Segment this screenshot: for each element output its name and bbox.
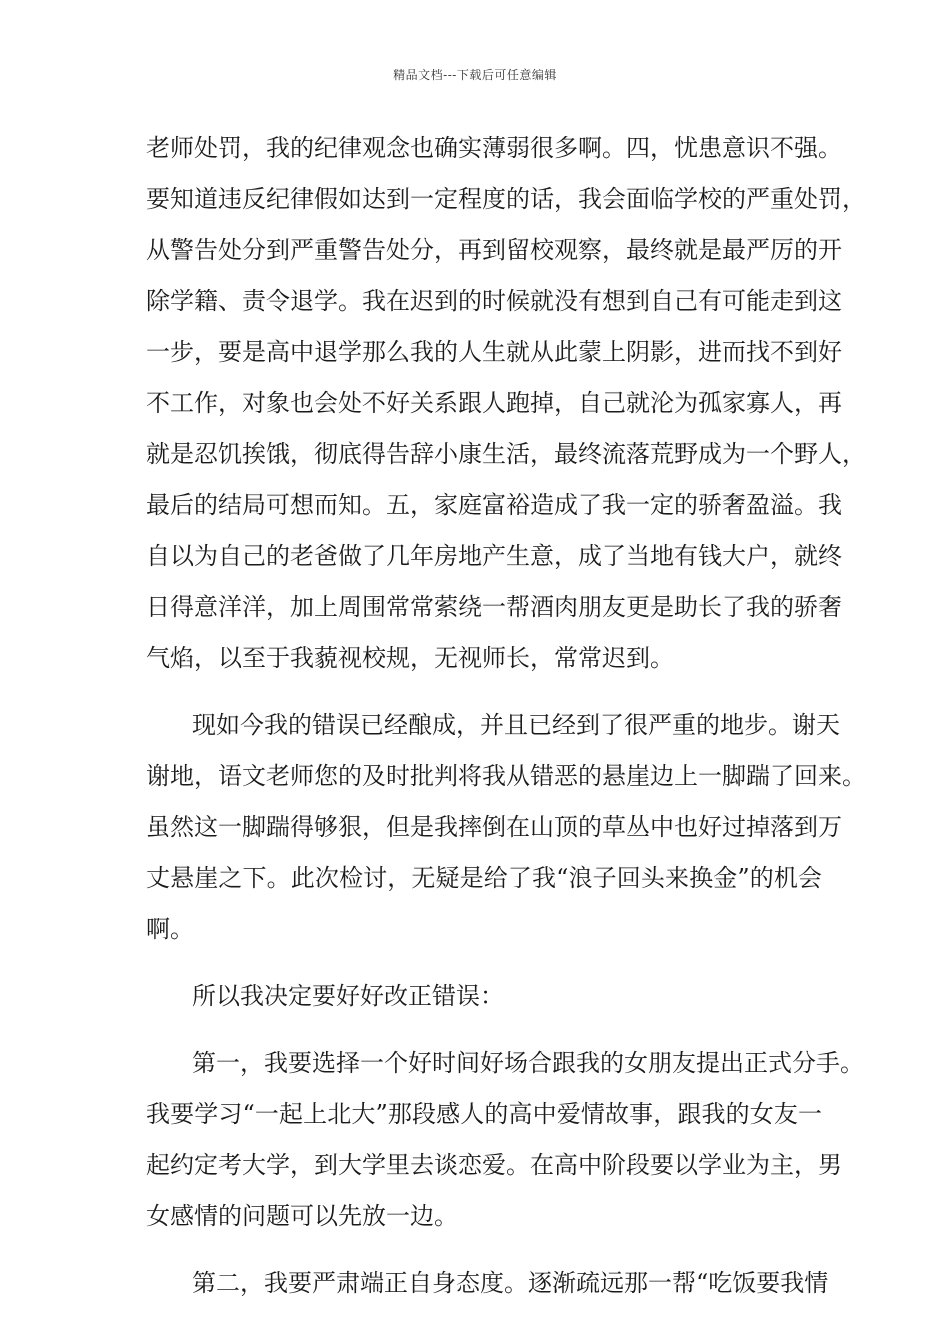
text-line: 女感情的问题可以先放一边。 [146, 1202, 458, 1230]
text-line: 啊。 [146, 915, 194, 943]
text-line: 现如今我的错误已经酿成，并且已经到了很严重的地步。谢天 [192, 711, 840, 739]
text-line: 老师处罚，我的纪律观念也确实薄弱很多啊。四，忧患意识不强。 [146, 134, 842, 162]
text-line: 虽然这一脚踹得够狠，但是我摔倒在山顶的草丛中也好过掉落到万 [146, 813, 842, 841]
paragraph [146, 976, 822, 1027]
text-line: 就是忍饥挨饿，彻底得告辞小康生活，最终流落荒野成为一个野人， [146, 440, 866, 468]
text-line: 谢地，语文老师您的及时批判将我从错恶的悬崖边上一脚踹了回来。 [146, 762, 866, 790]
text-line: 要知道违反纪律假如达到一定程度的话，我会面临学校的严重处罚， [146, 185, 866, 213]
document-body [146, 128, 866, 1314]
text-line: 除学籍、责令退学。我在迟到的时候就没有想到自己有可能走到这 [146, 287, 842, 315]
paragraph [146, 1043, 864, 1247]
text-line: 气焰，以至于我藐视校规，无视师长，常常迟到。 [146, 644, 674, 672]
paragraph [146, 128, 866, 689]
text-line: 第二，我要严肃端正自身态度。逐渐疏远那一帮“吃饭要我情 [192, 1269, 829, 1297]
text-line: 我要学习“一起上北大”那段感人的高中爱情故事，跟我的女友一 [146, 1100, 822, 1128]
text-line: 从警告处分到严重警告处分，再到留校观察，最终就是最严厉的开 [146, 236, 842, 264]
text-line: 丈悬崖之下。此次检讨，无疑是给了我“浪子回头来换金”的机会 [146, 864, 822, 892]
text-line: 日得意洋洋，加上周围常常萦绕一帮酒肉朋友更是助长了我的骄奢 [146, 593, 842, 621]
text-line: 自以为自己的老爸做了几年房地产生意，成了当地有钱大户，就终 [146, 542, 842, 570]
paragraph [146, 705, 866, 960]
text-line: 起约定考大学，到大学里去谈恋爱。在高中阶段要以学业为主，男 [146, 1151, 842, 1179]
text-line: 第一，我要选择一个好时间好场合跟我的女朋友提出正式分手。 [192, 1049, 864, 1077]
text-line: 一步，要是高中退学那么我的人生就从此蒙上阴影，进而找不到好 [146, 338, 842, 366]
text-line: 不工作，对象也会处不好关系跟人跑掉，自己就沦为孤家寡人，再 [146, 389, 842, 417]
paragraph [146, 1263, 829, 1314]
text-line: 所以我决定要好好改正错误： [192, 982, 504, 1010]
page-header: 精品文档---下载后可任意编辑 [393, 68, 557, 82]
text-line: 最后的结局可想而知。五，家庭富裕造成了我一定的骄奢盈溢。我 [146, 491, 842, 519]
